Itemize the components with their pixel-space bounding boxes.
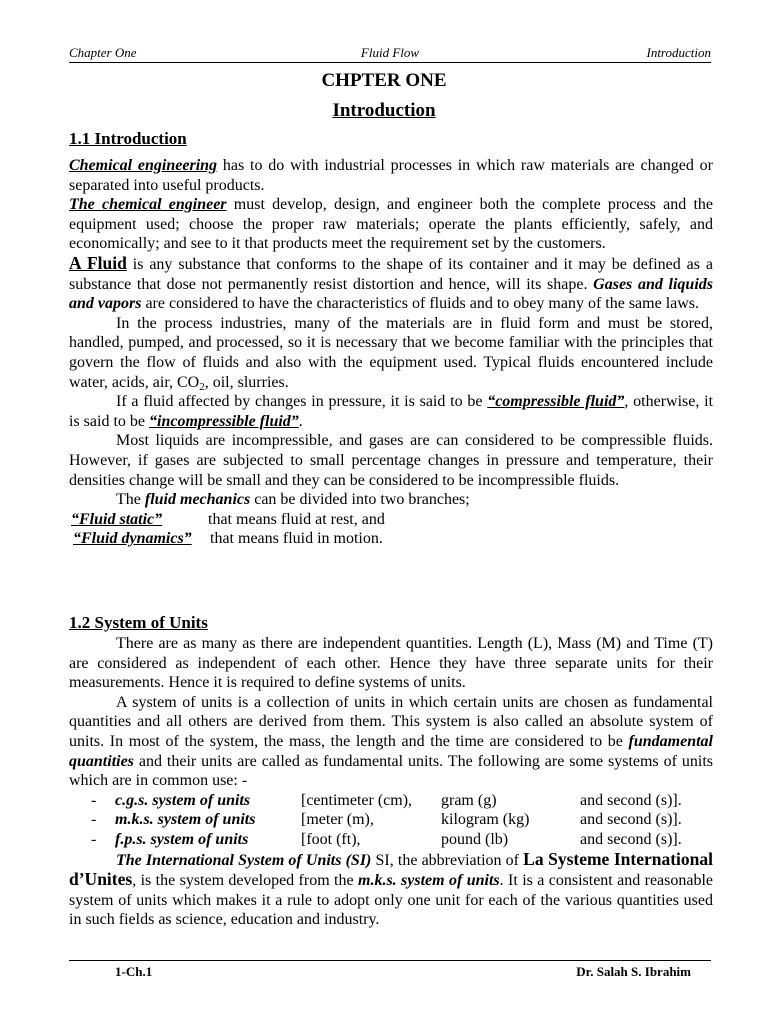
branch-description: that means fluid in motion. xyxy=(210,530,383,548)
list-bullet: - xyxy=(91,791,97,809)
paragraph-text: has to do with industrial processes in which raw materials are changed or separated into useful products. xyxy=(69,157,713,194)
paragraph-text: is any substance that conforms to the shape of its container and it may be defined as a substance that dose not permanently resist distortion and hence, will its shape. xyxy=(69,255,713,293)
paragraph-text: The xyxy=(116,491,145,509)
unit-system-name: c.g.s. system of units xyxy=(115,791,251,809)
paragraph-text: If a fluid affected by changes in pressure, it is said to be xyxy=(116,393,488,411)
unit-system-row-cgs xyxy=(69,791,713,811)
emphasis-gases-liquids: Gases and liquids and vapors xyxy=(69,275,714,313)
page-footer xyxy=(69,960,711,981)
paragraph-text: , oil, slurries. xyxy=(204,373,289,391)
paragraph-chemical-engineering xyxy=(69,156,713,195)
subscript: 2 xyxy=(199,380,205,393)
section-heading-1-1: 1.1 Introduction xyxy=(69,129,187,148)
paragraph-fluid-mechanics xyxy=(69,490,713,510)
list-bullet: - xyxy=(91,830,97,848)
term-fluid-static: “Fluid static” xyxy=(71,510,163,528)
term-incompressible-fluid: “incompressible fluid” xyxy=(149,412,299,430)
list-bullet: - xyxy=(91,811,97,829)
paragraph-liquids-gases: Most liquids are incompressible, and gases are can considered to be compressible fluids. However, if gases are subjected to small percentage changes in pressure and temperature, their densities change will be small and they can be considered to be incompressible fluids. xyxy=(69,432,713,489)
paragraph-text: SI, the abbreviation of xyxy=(371,851,524,869)
unit-system-row-mks xyxy=(69,810,713,830)
unit-mass: pound (lb) xyxy=(441,830,509,848)
body-text-block-1 xyxy=(69,156,713,549)
paragraph-chemical-engineer xyxy=(69,195,713,254)
branch-row xyxy=(69,529,713,549)
paragraph-independent-quantities: There are as many as there are independent quantities. Length (L), Mass (M) and Time (T) are considered as independent of each other. Hence they have three separate units for their measurements. Hence it is required to define systems of units. xyxy=(69,635,713,692)
unit-length: [centimeter (cm), xyxy=(301,791,413,809)
footer-author: Dr. Salah S. Ibrahim xyxy=(576,964,691,979)
term-fundamental-quantities: fundamental quantities xyxy=(69,732,713,770)
paragraph-text: can be divided into two branches; xyxy=(250,491,470,509)
body-text-block-2 xyxy=(69,634,713,930)
term-fluid: A Fluid xyxy=(69,252,127,273)
paragraph-text: and their units are called as fundamental units. The following are some systems of units which are in common use: - xyxy=(69,752,713,790)
branch-description: that means fluid at rest, and xyxy=(208,510,385,528)
paragraph-text: A system of units is a collection of units in which certain units are chosen as fundamental quantities and all others are derived from them. This system is also called an absolute system of units. In most of the system, the mass, the length and the time are considered to be xyxy=(69,693,713,750)
term-mks: m.k.s. system of units xyxy=(358,872,500,890)
paragraph-fluid-definition xyxy=(69,254,713,314)
paragraph-text: are considered to have the characteristics of fluids and to obey many of the same laws. xyxy=(141,295,700,313)
paragraph-text: . xyxy=(298,412,303,430)
unit-mass: kilogram (kg) xyxy=(441,811,530,829)
paragraph-text: must develop, design, and engineer both the complete process and the equipment used; choose the proper raw materials; operate the plants efficiently, safely, and economically; and see to it that products meet the requirement set by the customers. xyxy=(69,196,714,253)
unit-system-row-fps xyxy=(69,830,713,850)
term-fluid-dynamics: “Fluid dynamics” xyxy=(73,530,192,548)
paragraph-process-industries xyxy=(69,314,713,392)
unit-time: and second (s)]. xyxy=(580,791,682,809)
intro-title: Introduction xyxy=(332,100,436,121)
unit-length: [foot (ft), xyxy=(301,830,361,848)
term-chemical-engineer: The chemical engineer xyxy=(69,196,227,214)
header-subject: Fluid Flow xyxy=(360,45,420,60)
unit-time: and second (s)]. xyxy=(580,830,682,848)
unit-mass: gram (g) xyxy=(441,791,497,809)
unit-length: [meter (m), xyxy=(301,811,374,829)
chapter-title: CHPTER ONE xyxy=(321,70,447,91)
paragraph-text: In the process industries, many of the materials are in fluid form and must be stored, handled, pumped, and processed, so it is necessary that we become familiar with the principles that govern the flow of fluids and also with the equipment used. Typical fluids encountered include water, acids, air, CO xyxy=(69,314,713,391)
footer-page-number: 1-Ch.1 xyxy=(115,964,153,979)
header-section: Introduction xyxy=(646,45,711,60)
unit-time: and second (s)]. xyxy=(580,811,682,829)
section-heading-1-2: 1.2 System of Units xyxy=(69,613,208,632)
paragraph-compressibility xyxy=(69,392,713,431)
term-chemical-engineering: Chemical engineering xyxy=(69,157,218,174)
paragraph-text: . It is a consistent and reasonable system of units which makes it a rule to adopt only one unit for each of the various quantities used in such fields as science, education and industry. xyxy=(69,872,714,929)
paragraph-text: , otherwise, it is said to be xyxy=(69,393,714,430)
unit-system-name: f.p.s. system of units xyxy=(115,830,249,848)
term-compressible-fluid: “compressible fluid” xyxy=(487,393,625,411)
term-la-systeme: La Systeme International d’Unites xyxy=(69,848,714,890)
term-fluid-mechanics: fluid mechanics xyxy=(144,491,251,509)
unit-system-name: m.k.s. system of units xyxy=(115,811,256,829)
paragraph-si-units xyxy=(69,850,713,930)
running-header xyxy=(69,44,711,63)
paragraph-text: , is the system developed from the xyxy=(132,872,358,890)
branch-row xyxy=(69,510,713,530)
paragraph-system-of-units xyxy=(69,693,713,791)
header-chapter: Chapter One xyxy=(69,45,137,60)
term-si: The International System of Units (SI) xyxy=(116,851,372,869)
